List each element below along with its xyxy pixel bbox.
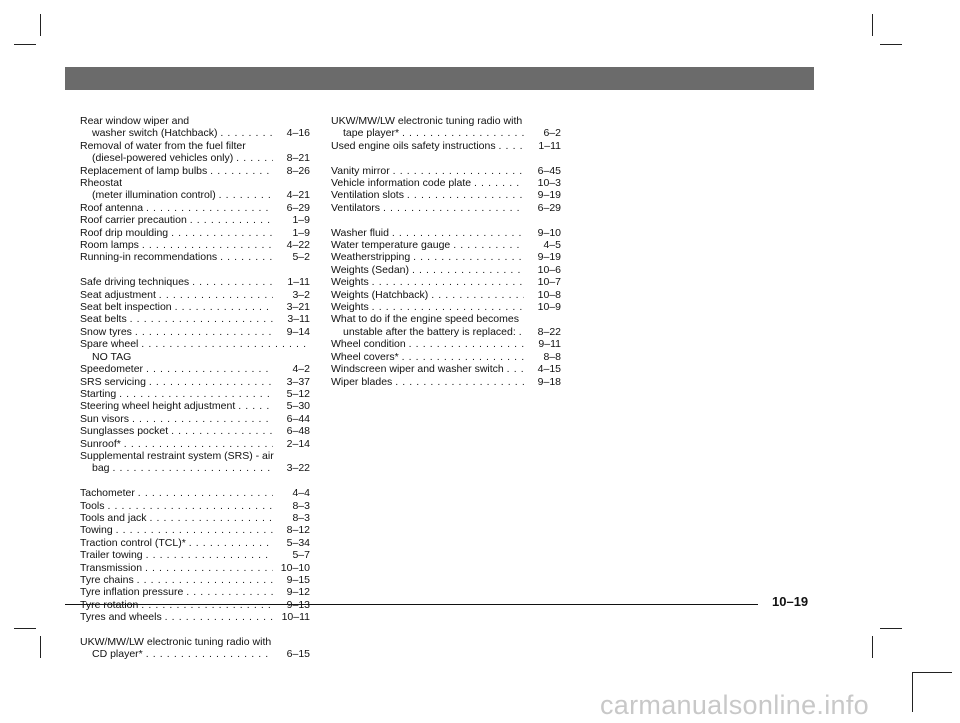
letter-gap (80, 624, 310, 636)
entry-page: 6–29 (537, 201, 561, 214)
entry-label: Washer fluid . . . (331, 227, 524, 239)
entry-page: 9–19 (537, 251, 561, 264)
index-entry (331, 376, 561, 388)
entry-line: What to do if the engine speed becomes (331, 313, 519, 326)
entry-page: 1–11 (538, 139, 561, 152)
entry-label: Weatherstripping . . . (331, 251, 524, 263)
entry-label: Weights . . . (331, 301, 524, 313)
letter-gap (331, 152, 561, 164)
index-entry (331, 251, 561, 263)
index-entry (331, 326, 561, 338)
entry-label: Weights (Sedan) . . . (331, 264, 524, 276)
index-entry (80, 500, 310, 512)
index-entry (80, 152, 310, 164)
index-entry (80, 599, 310, 611)
entry-label: Weights . . . (331, 276, 524, 288)
entry-label: Sunroof* . . . (80, 438, 273, 450)
index-entry (80, 376, 310, 388)
index-entry (80, 487, 310, 499)
entry-page: 5–12 (286, 387, 310, 400)
entry-line: Rear window wiper and (80, 115, 190, 127)
entry-label: Seat belts . . . (80, 313, 273, 325)
entry-label: Sunglasses pocket . . . (80, 425, 273, 437)
entry-page: 10–6 (537, 263, 561, 276)
entry-page: 5–7 (292, 549, 310, 562)
index-entry (80, 165, 310, 177)
entry-label: Room lamps . . . (80, 239, 273, 251)
entry-label: Tachometer . . . (80, 487, 273, 499)
entry-label: tape player* . . . (343, 127, 524, 139)
entry-line: UKW/MW/LW electronic tuning radio with (331, 115, 523, 127)
index-entry (80, 562, 310, 574)
entry-label (80, 599, 273, 611)
entry-label: SRS servicing . . . (80, 376, 273, 388)
entry-page: 10–11 (281, 611, 310, 624)
entry-page: 4–2 (292, 363, 310, 376)
entry-label: Seat adjustment . . . (80, 289, 273, 301)
index-entry (80, 301, 310, 313)
index-entry (80, 338, 310, 350)
entry-page: 4–21 (286, 189, 310, 202)
index-column-right (331, 115, 561, 388)
entry-page: 6–2 (543, 127, 561, 140)
entry-label: Roof drip moulding . . . (80, 227, 273, 239)
index-entry (80, 326, 310, 338)
index-entry (80, 611, 310, 623)
entry-page: 10–7 (537, 276, 561, 289)
entry-label: Running-in recommendations . . . (80, 251, 273, 263)
index-entry (331, 127, 561, 139)
corner-mark (912, 672, 913, 712)
entry-page: 8–3 (292, 499, 310, 512)
entry-label: Roof carrier precaution . . . (80, 214, 273, 226)
entry-page: 9–14 (286, 325, 310, 338)
entry-line: NO TAG (92, 350, 132, 363)
entry-label: Snow tyres . . . (80, 326, 273, 338)
index-entry (80, 413, 310, 425)
entry-label: bag . . . (92, 462, 273, 474)
index-entry (80, 549, 310, 561)
entry-page: 10–9 (537, 301, 561, 314)
crop-mark (872, 14, 873, 36)
entry-line: Rheostat (80, 177, 123, 190)
index-entry (331, 351, 561, 363)
footer-rule (65, 604, 758, 605)
entry-page: 3–2 (292, 288, 310, 301)
index-entry (331, 165, 561, 177)
entry-label: Roof antenna . . . (80, 202, 273, 214)
index-column-left (80, 115, 310, 661)
index-entry (331, 264, 561, 276)
index-entry (331, 276, 561, 288)
entry-label: Traction control (TCL)* . . . (80, 537, 273, 549)
entry-page: 9–11 (538, 338, 561, 351)
entry-label: Spare wheel . . . (80, 338, 310, 350)
entry-page: 2–14 (286, 437, 310, 450)
index-entry (331, 227, 561, 239)
index-entry (331, 189, 561, 201)
index-entry (80, 289, 310, 301)
entry-label: Seat belt inspection . . . (80, 301, 273, 313)
entry-label: Tyre inflation pressure . . . (80, 586, 273, 598)
index-entry (331, 363, 561, 375)
entry-label: Starting . . . (80, 388, 273, 400)
index-entry (80, 189, 310, 201)
entry-label: Vehicle information code plate . . . (331, 177, 524, 189)
index-entry (331, 301, 561, 313)
entry-page: 6–44 (286, 412, 310, 425)
entry-page: 6–15 (286, 648, 310, 661)
index-entry (80, 202, 310, 214)
entry-label: Towing . . . (80, 524, 273, 536)
index-entry (80, 127, 310, 139)
letter-gap (80, 475, 310, 487)
letter-gap (331, 214, 561, 226)
entry-page: 5–30 (286, 400, 310, 413)
entry-page: 9–15 (286, 574, 310, 586)
entry-label: Used engine oils safety instructions . . . (331, 140, 524, 152)
entry-page: 9–10 (537, 226, 561, 239)
entry-label: Ventilation slots . . . (331, 189, 524, 201)
index-entry (331, 140, 561, 152)
entry-label: Windscreen wiper and washer switch . . . (331, 363, 524, 375)
index-entry (80, 214, 310, 226)
index-entry (80, 462, 310, 474)
entry-label: Sun visors . . . (80, 413, 273, 425)
entry-label: Ventilators . . . (331, 202, 524, 214)
entry-page: 3–22 (286, 462, 310, 475)
index-entry (80, 227, 310, 239)
crop-mark (880, 44, 902, 45)
entry-page: 8–21 (286, 152, 310, 165)
entry-page: 4–5 (543, 239, 561, 252)
crop-mark (872, 636, 873, 658)
entry-label: (diesel-powered vehicles only) . . . (92, 152, 273, 164)
entry-page: 1–9 (292, 214, 310, 227)
entry-page: 6–48 (286, 425, 310, 438)
entry-page: 8–8 (543, 350, 561, 363)
entry-label: Replacement of lamp bulbs . . . (80, 165, 273, 177)
entry-label: Tyres and wheels . . . (80, 611, 273, 623)
index-entry (80, 363, 310, 375)
entry-page: 4–22 (286, 239, 310, 252)
entry-page: 1–9 (292, 226, 310, 239)
corner-mark (912, 672, 952, 673)
entry-label: Tyre chains . . . (80, 574, 273, 586)
index-entry (80, 239, 310, 251)
entry-label: washer switch (Hatchback) . . . (92, 127, 273, 139)
entry-label: unstable after the battery is replaced: . . . (343, 326, 524, 338)
crop-mark (14, 44, 36, 45)
entry-page: 10–8 (537, 288, 561, 301)
index-entry (80, 400, 310, 412)
entry-label: Safe driving techniques . . . (80, 276, 273, 288)
entry-label: Tools . . . (80, 500, 273, 512)
index-entry (331, 239, 561, 251)
entry-page: 9–19 (537, 189, 561, 202)
entry-page: 4–15 (537, 363, 561, 376)
entry-label: CD player* . . . (92, 648, 273, 660)
entry-label: Speedometer . . . (80, 363, 273, 375)
entry-page: 5–34 (286, 536, 310, 549)
letter-gap (80, 264, 310, 276)
entry-page (273, 599, 310, 611)
entry-label: Weights (Hatchback) . . . (331, 289, 524, 301)
entry-label: Tools and jack . . . (80, 512, 273, 524)
index-entry (80, 388, 310, 400)
entry-line: Supplemental restraint system (SRS) - air (80, 449, 274, 462)
entry-label: Vanity mirror . . . (331, 165, 524, 177)
entry-label: Trailer towing . . . (80, 549, 273, 561)
entry-page: 5–2 (292, 251, 310, 264)
index-entry (80, 251, 310, 263)
entry-page: 6–29 (286, 201, 310, 214)
index-entry (80, 648, 310, 660)
entry-page: 8–26 (286, 164, 310, 177)
entry-label: Transmission . . . (80, 562, 273, 574)
entry-label: Steering wheel height adjustment . . . (80, 400, 273, 412)
index-entry (331, 338, 561, 350)
index-entry (331, 177, 561, 189)
index-entry (80, 438, 310, 450)
header-bar (65, 67, 814, 90)
page-number: 10–19 (772, 594, 809, 609)
index-entry (80, 574, 310, 586)
index-entry (331, 202, 561, 214)
entry-label: Wheel condition . . . (331, 338, 524, 350)
entry-page: 9–18 (537, 375, 561, 388)
crop-mark (14, 628, 36, 629)
entry-page: 10–10 (280, 561, 310, 574)
crop-mark (880, 628, 902, 629)
index-entry (80, 276, 310, 288)
entry-line: UKW/MW/LW electronic tuning radio with (80, 636, 272, 649)
index-entry (80, 524, 310, 536)
index-entry (331, 289, 561, 301)
entry-line: Removal of water from the fuel filter (80, 139, 246, 152)
entry-page: 3–21 (286, 301, 310, 314)
entry-label: Wheel covers* . . . (331, 351, 524, 363)
entry-label: (meter illumination control) . . . (92, 189, 273, 201)
entry-page: 10–3 (537, 177, 561, 190)
watermark: carmanualsonline.info (600, 690, 869, 720)
entry-page: 9–12 (286, 586, 310, 599)
entry-label: Wiper blades . . . (331, 376, 524, 388)
index-entry (80, 512, 310, 524)
entry-page: 6–45 (537, 164, 561, 177)
entry-page: 8–3 (292, 511, 310, 524)
entry-page: 1–11 (287, 276, 310, 289)
index-entry (80, 313, 310, 325)
index-entry (80, 425, 310, 437)
entry-page: 3–11 (287, 313, 310, 326)
entry-page: 8–22 (537, 325, 561, 338)
entry-page: 8–12 (286, 524, 310, 537)
index-entry (80, 537, 310, 549)
crop-mark (40, 636, 41, 658)
entry-label: Water temperature gauge . . . (331, 239, 524, 251)
crop-mark (40, 14, 41, 36)
entry-page: 4–16 (286, 127, 310, 140)
entry-page: 4–4 (292, 487, 310, 500)
index-entry (80, 586, 310, 598)
entry-page: 3–37 (286, 375, 310, 388)
